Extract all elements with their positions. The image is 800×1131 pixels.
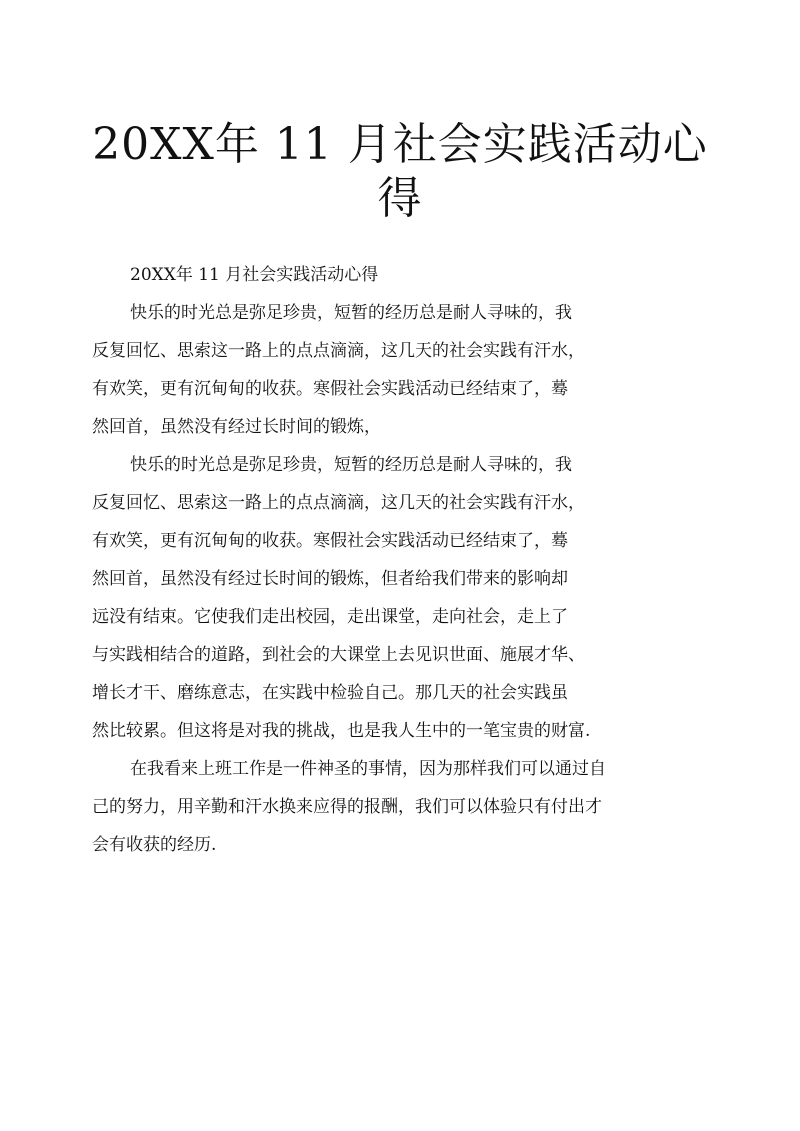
title-line-2: 得 xyxy=(377,173,423,224)
paragraph-line: 然回首，虽然没有经过长时间的锻炼，但者给我们带来的影响却 xyxy=(92,569,568,589)
document-title xyxy=(0,118,800,226)
document-body xyxy=(92,256,692,864)
paragraph-line: 快乐的时光总是弥足珍贵，短暂的经历总是耐人寻味的，我 xyxy=(130,303,572,323)
paragraph-line: 在我看来上班工作是一件神圣的事情，因为那样我们可以通过自 xyxy=(130,759,606,779)
paragraph-1 xyxy=(92,294,692,446)
paragraph-line: 快乐的时光总是弥足珍贵，短暂的经历总是耐人寻味的，我 xyxy=(130,455,572,475)
paragraph-line: 有欢笑，更有沉甸甸的收获。寒假社会实践活动已经结束了，蓦 xyxy=(92,379,568,399)
title-line-1: 20XX年 11 月社会实践活动心 xyxy=(92,119,708,170)
paragraph-line: 与实践相结合的道路，到社会的大课堂上去见识世面、施展才华、 xyxy=(92,645,585,665)
paragraph-3 xyxy=(92,750,692,864)
subtitle: 20XX年 11 月社会实践活动心得 xyxy=(130,265,379,285)
paragraph-line: 反复回忆、思索这一路上的点点滴滴，这几天的社会实践有汗水， xyxy=(92,493,585,513)
paragraph-line: 反复回忆、思索这一路上的点点滴滴，这几天的社会实践有汗水， xyxy=(92,341,585,361)
paragraph-line: 远没有结束。它使我们走出校园，走出课堂，走向社会，走上了 xyxy=(92,607,568,627)
paragraph-line: 会有收获的经历. xyxy=(92,835,217,855)
paragraph-line: 有欢笑，更有沉甸甸的收获。寒假社会实践活动已经结束了，蓦 xyxy=(92,531,568,551)
paragraph-line: 然回首，虽然没有经过长时间的锻炼， xyxy=(92,417,381,437)
paragraph-line: 然比较累。但这将是对我的挑战，也是我人生中的一笔宝贵的财富. xyxy=(92,721,591,741)
paragraph-2 xyxy=(92,446,692,750)
paragraph-line: 增长才干、磨练意志，在实践中检验自己。那几天的社会实践虽 xyxy=(92,683,568,703)
paragraph-line: 己的努力，用辛勤和汗水换来应得的报酬，我们可以体验只有付出才 xyxy=(92,797,602,817)
